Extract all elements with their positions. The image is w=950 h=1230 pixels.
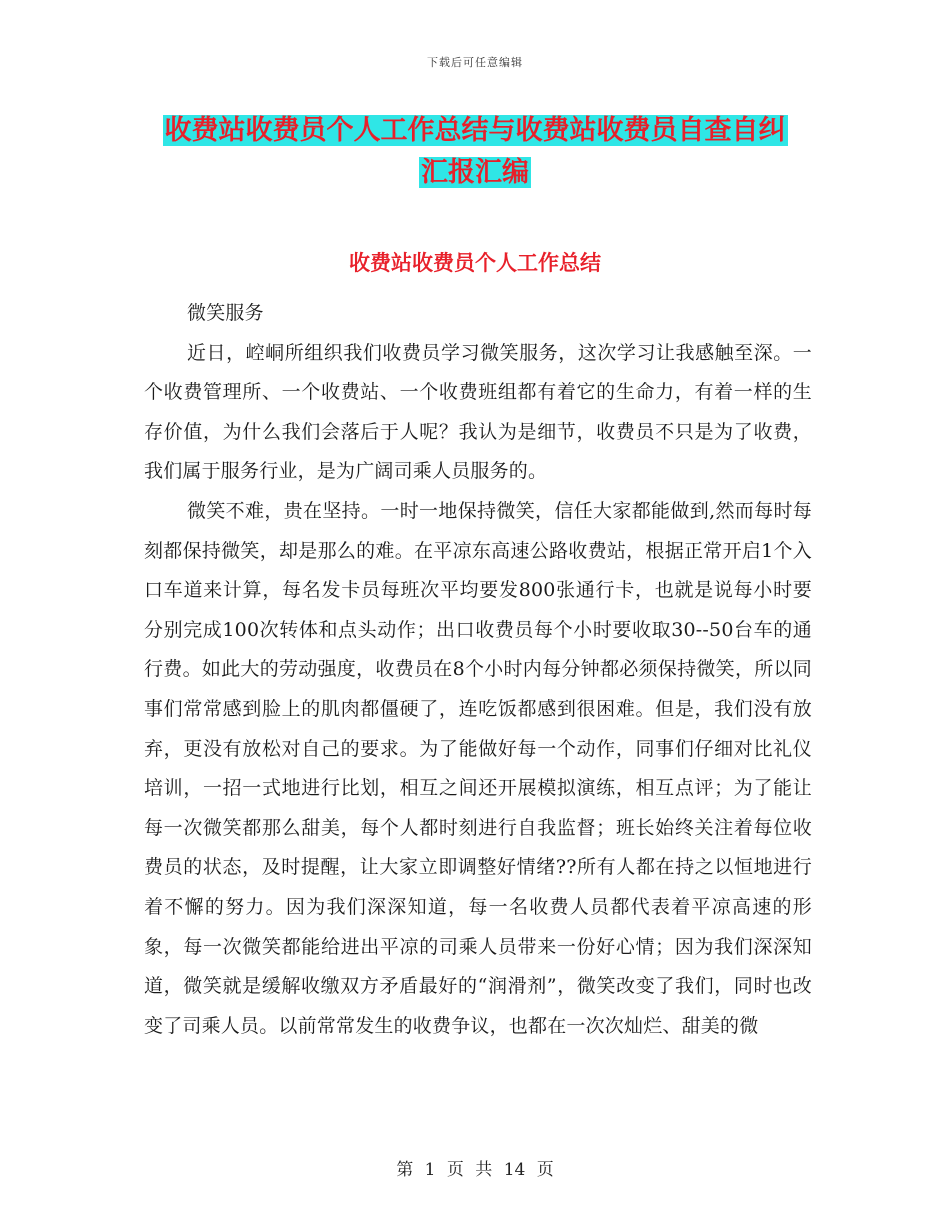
section-title: 收费站收费员个人工作总结 <box>349 250 601 275</box>
section-heading: 微笑服务 <box>187 302 264 324</box>
header-note: 下载后可任意编辑 <box>427 56 523 69</box>
document-title-text-1: 收费站收费员个人工作总结与收费站收费员自查自纠 <box>164 115 786 146</box>
page-footer: 第 1 页 共 14 页 <box>396 1160 554 1180</box>
paragraph: 微笑不难，贵在坚持。一时一地保持微笑，信任大家都能做到,然而每时每刻都保持微笑，却是那么的难。在平凉东高速公路收费站，根据正常开启1个入口车道来计算，每名发卡员每班次平均要发800张通行卡，也就是说每小时要分别完成100次转体和点头动作；出口收费员每个小时要收取30--50台车的通行费。如此大的劳动强度，收费员在8个小时内每分钟都必须保持微笑，所以同事们常常感到脸上的肌肉都僵硬了，连吃饭都感到很困难。但是，我们没有放弃，更没有放松对自己的要求。为了能做好每一个动作，同事们仔细对比礼仪培训，一招一式地进行比划，相互之间还开展模拟演练，相互点评；为了能让每一次微笑都那么甜美，每个人都时刻进行自我监督；班长始终关注着每位收费员的状态，及时提醒，让大家立即调整好情绪??所有人都在持之以恒地进行着不懈的努力。因为我们深深知道，每一名收费人员都代表着平凉高速的形象，每一次微笑都能给进出平凉的司乘人员带来一份好心情；因为我们深深知道，微笑就是缓解收缴双方矛盾最好的“润滑剂”，微笑改变了我们，同时也改变了司乘人员。以前常常发生的收费争议，也都在一次次灿烂、甜美的微 <box>144 499 812 1037</box>
document-title-text-2: 汇报汇编 <box>421 157 529 188</box>
document-title-line-2 <box>0 151 950 195</box>
document-body <box>144 294 812 1046</box>
paragraph: 近日，崆峒所组织我们收费员学习微笑服务，这次学习让我感触至深。一个收费管理所、一个收费站、一个收费班组都有着它的生命力，有着一样的生存价值，为什么我们会落后于人呢？我认为是细节，收费员不只是为了收费，我们属于服务行业，是为广阔司乘人员服务的。 <box>144 341 812 483</box>
document-title-line-1 <box>0 109 950 153</box>
